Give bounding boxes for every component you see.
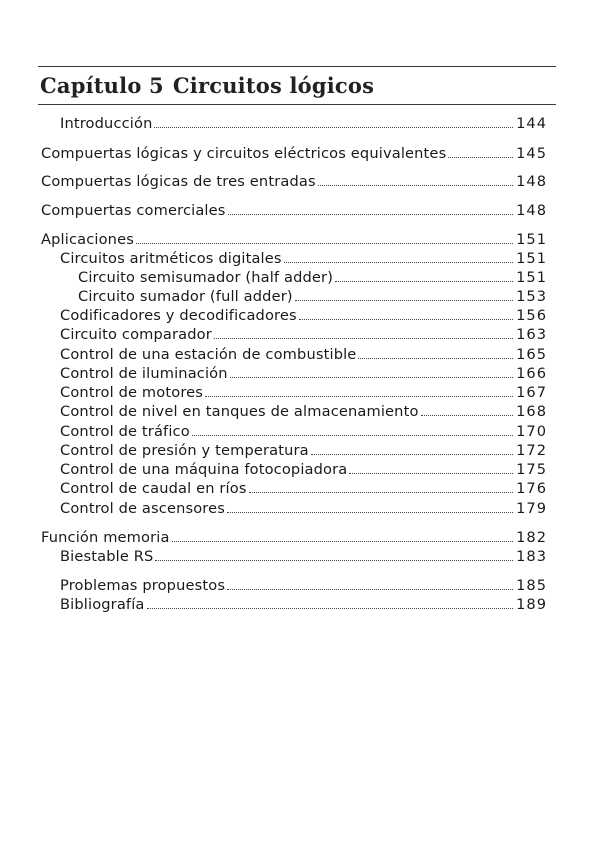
toc-entry-page: 151 — [516, 231, 547, 248]
toc-entry — [60, 114, 547, 134]
toc-leader-dots — [154, 127, 513, 128]
toc-entry-page: 189 — [516, 596, 547, 613]
toc-entry — [60, 460, 547, 480]
toc-entry — [60, 325, 547, 345]
toc-entry-label: Aplicaciones — [41, 231, 134, 248]
toc-entry-label: Compuertas comerciales — [41, 202, 226, 219]
toc-leader-dots — [335, 281, 513, 282]
toc-entry-page: 148 — [516, 173, 547, 190]
toc-leader-dots — [249, 492, 514, 493]
toc-entry — [60, 345, 547, 365]
toc-leader-dots — [136, 243, 513, 244]
toc-entry-page: 148 — [516, 202, 547, 219]
toc-entry — [78, 268, 547, 288]
toc-entry-label: Circuitos aritméticos digitales — [60, 250, 282, 267]
toc-entry-page: 172 — [516, 442, 547, 459]
toc-leader-dots — [228, 214, 514, 215]
toc-leader-dots — [172, 541, 514, 542]
toc-leader-dots — [311, 454, 513, 455]
toc-entry — [41, 144, 547, 164]
toc-entry-label: Compuertas lógicas y circuitos eléctricos equivalentes — [41, 145, 447, 162]
toc-leader-dots — [299, 319, 513, 320]
toc-entry — [41, 172, 547, 192]
toc-entry — [41, 528, 547, 548]
toc-entry-page: 151 — [516, 250, 547, 267]
toc-entry — [60, 479, 547, 499]
chapter-title: Circuitos lógicos — [172, 73, 375, 98]
toc-entry — [60, 547, 547, 567]
header-rule-top — [38, 66, 556, 67]
toc-entry-page: 153 — [516, 288, 547, 305]
toc-leader-dots — [318, 185, 513, 186]
toc-entry — [60, 499, 547, 519]
toc-entry-page: 183 — [516, 548, 547, 565]
toc-entry-label: Bibliografía — [60, 596, 145, 613]
toc-entry-label: Control de tráfico — [60, 423, 190, 440]
toc-entry — [60, 249, 547, 269]
chapter-heading — [40, 73, 374, 98]
toc-entry-page: 156 — [516, 307, 547, 324]
toc-entry — [60, 383, 547, 403]
toc-entry-label: Control de ascensores — [60, 500, 226, 517]
toc-entry-page: 145 — [516, 145, 547, 162]
toc-leader-dots — [214, 338, 513, 339]
toc-leader-dots — [358, 358, 513, 359]
toc-leader-dots — [227, 512, 513, 513]
toc-leader-dots — [448, 157, 513, 158]
toc-entry-label: Control de nivel en tanques de almacenamiento — [60, 403, 419, 420]
toc-leader-dots — [295, 300, 513, 301]
toc-entry-page: 179 — [516, 500, 547, 517]
toc-entry-page: 185 — [516, 577, 547, 594]
toc-entry-label: Control de una estación de combustible — [60, 346, 357, 363]
toc-entry-page: 170 — [516, 423, 547, 440]
toc-entry-label: Compuertas lógicas de tres entradas — [41, 173, 316, 190]
toc-entry-page: 144 — [516, 115, 547, 132]
toc-entry-label: Problemas propuestos — [60, 577, 226, 594]
toc-entry-page: 175 — [516, 461, 547, 478]
toc-entry-page: 165 — [516, 346, 547, 363]
toc-leader-dots — [349, 473, 513, 474]
toc-entry-label: Control de una máquina fotocopiadora — [60, 461, 348, 478]
toc-entry-page: 182 — [516, 529, 547, 546]
toc-entry-label: Control de caudal en ríos — [60, 480, 247, 497]
toc-entry-page: 167 — [516, 384, 547, 401]
toc-entry — [60, 364, 547, 384]
toc-entry — [60, 441, 547, 461]
toc-entry — [60, 402, 547, 422]
toc-entry — [60, 595, 547, 615]
toc-entry-label: Control de iluminación — [60, 365, 228, 382]
toc-entry-label: Introducción — [60, 115, 153, 132]
toc-entry — [60, 422, 547, 442]
toc-entry-page: 163 — [516, 326, 547, 343]
toc-entry-label: Biestable RS — [60, 548, 154, 565]
toc-entry-label: Control de presión y temperatura — [60, 442, 309, 459]
toc-entry-label: Circuito semisumador (half adder) — [78, 269, 334, 286]
toc-entry-label: Circuito comparador — [60, 326, 212, 343]
toc-leader-dots — [227, 589, 513, 590]
chapter-number: Capítulo 5 — [40, 73, 164, 98]
toc-leader-dots — [284, 262, 514, 263]
toc-entry — [41, 201, 547, 221]
toc-entry — [60, 576, 547, 596]
toc-entry-page: 166 — [516, 365, 547, 382]
toc-leader-dots — [155, 560, 513, 561]
toc-entry — [41, 230, 547, 250]
toc-leader-dots — [147, 608, 514, 609]
toc-entry-page: 168 — [516, 403, 547, 420]
toc-leader-dots — [421, 415, 514, 416]
toc-entry-label: Circuito sumador (full adder) — [78, 288, 293, 305]
toc-leader-dots — [192, 435, 513, 436]
toc-entry-label: Codificadores y decodificadores — [60, 307, 297, 324]
toc-entry — [78, 287, 547, 307]
toc-leader-dots — [230, 377, 513, 378]
toc-leader-dots — [205, 396, 513, 397]
header-rule-bottom — [38, 104, 556, 105]
toc-entry-label: Control de motores — [60, 384, 204, 401]
toc-entry-page: 176 — [516, 480, 547, 497]
toc-entry-page: 151 — [516, 269, 547, 286]
toc-entry-label: Función memoria — [41, 529, 170, 546]
toc-entry — [60, 306, 547, 326]
